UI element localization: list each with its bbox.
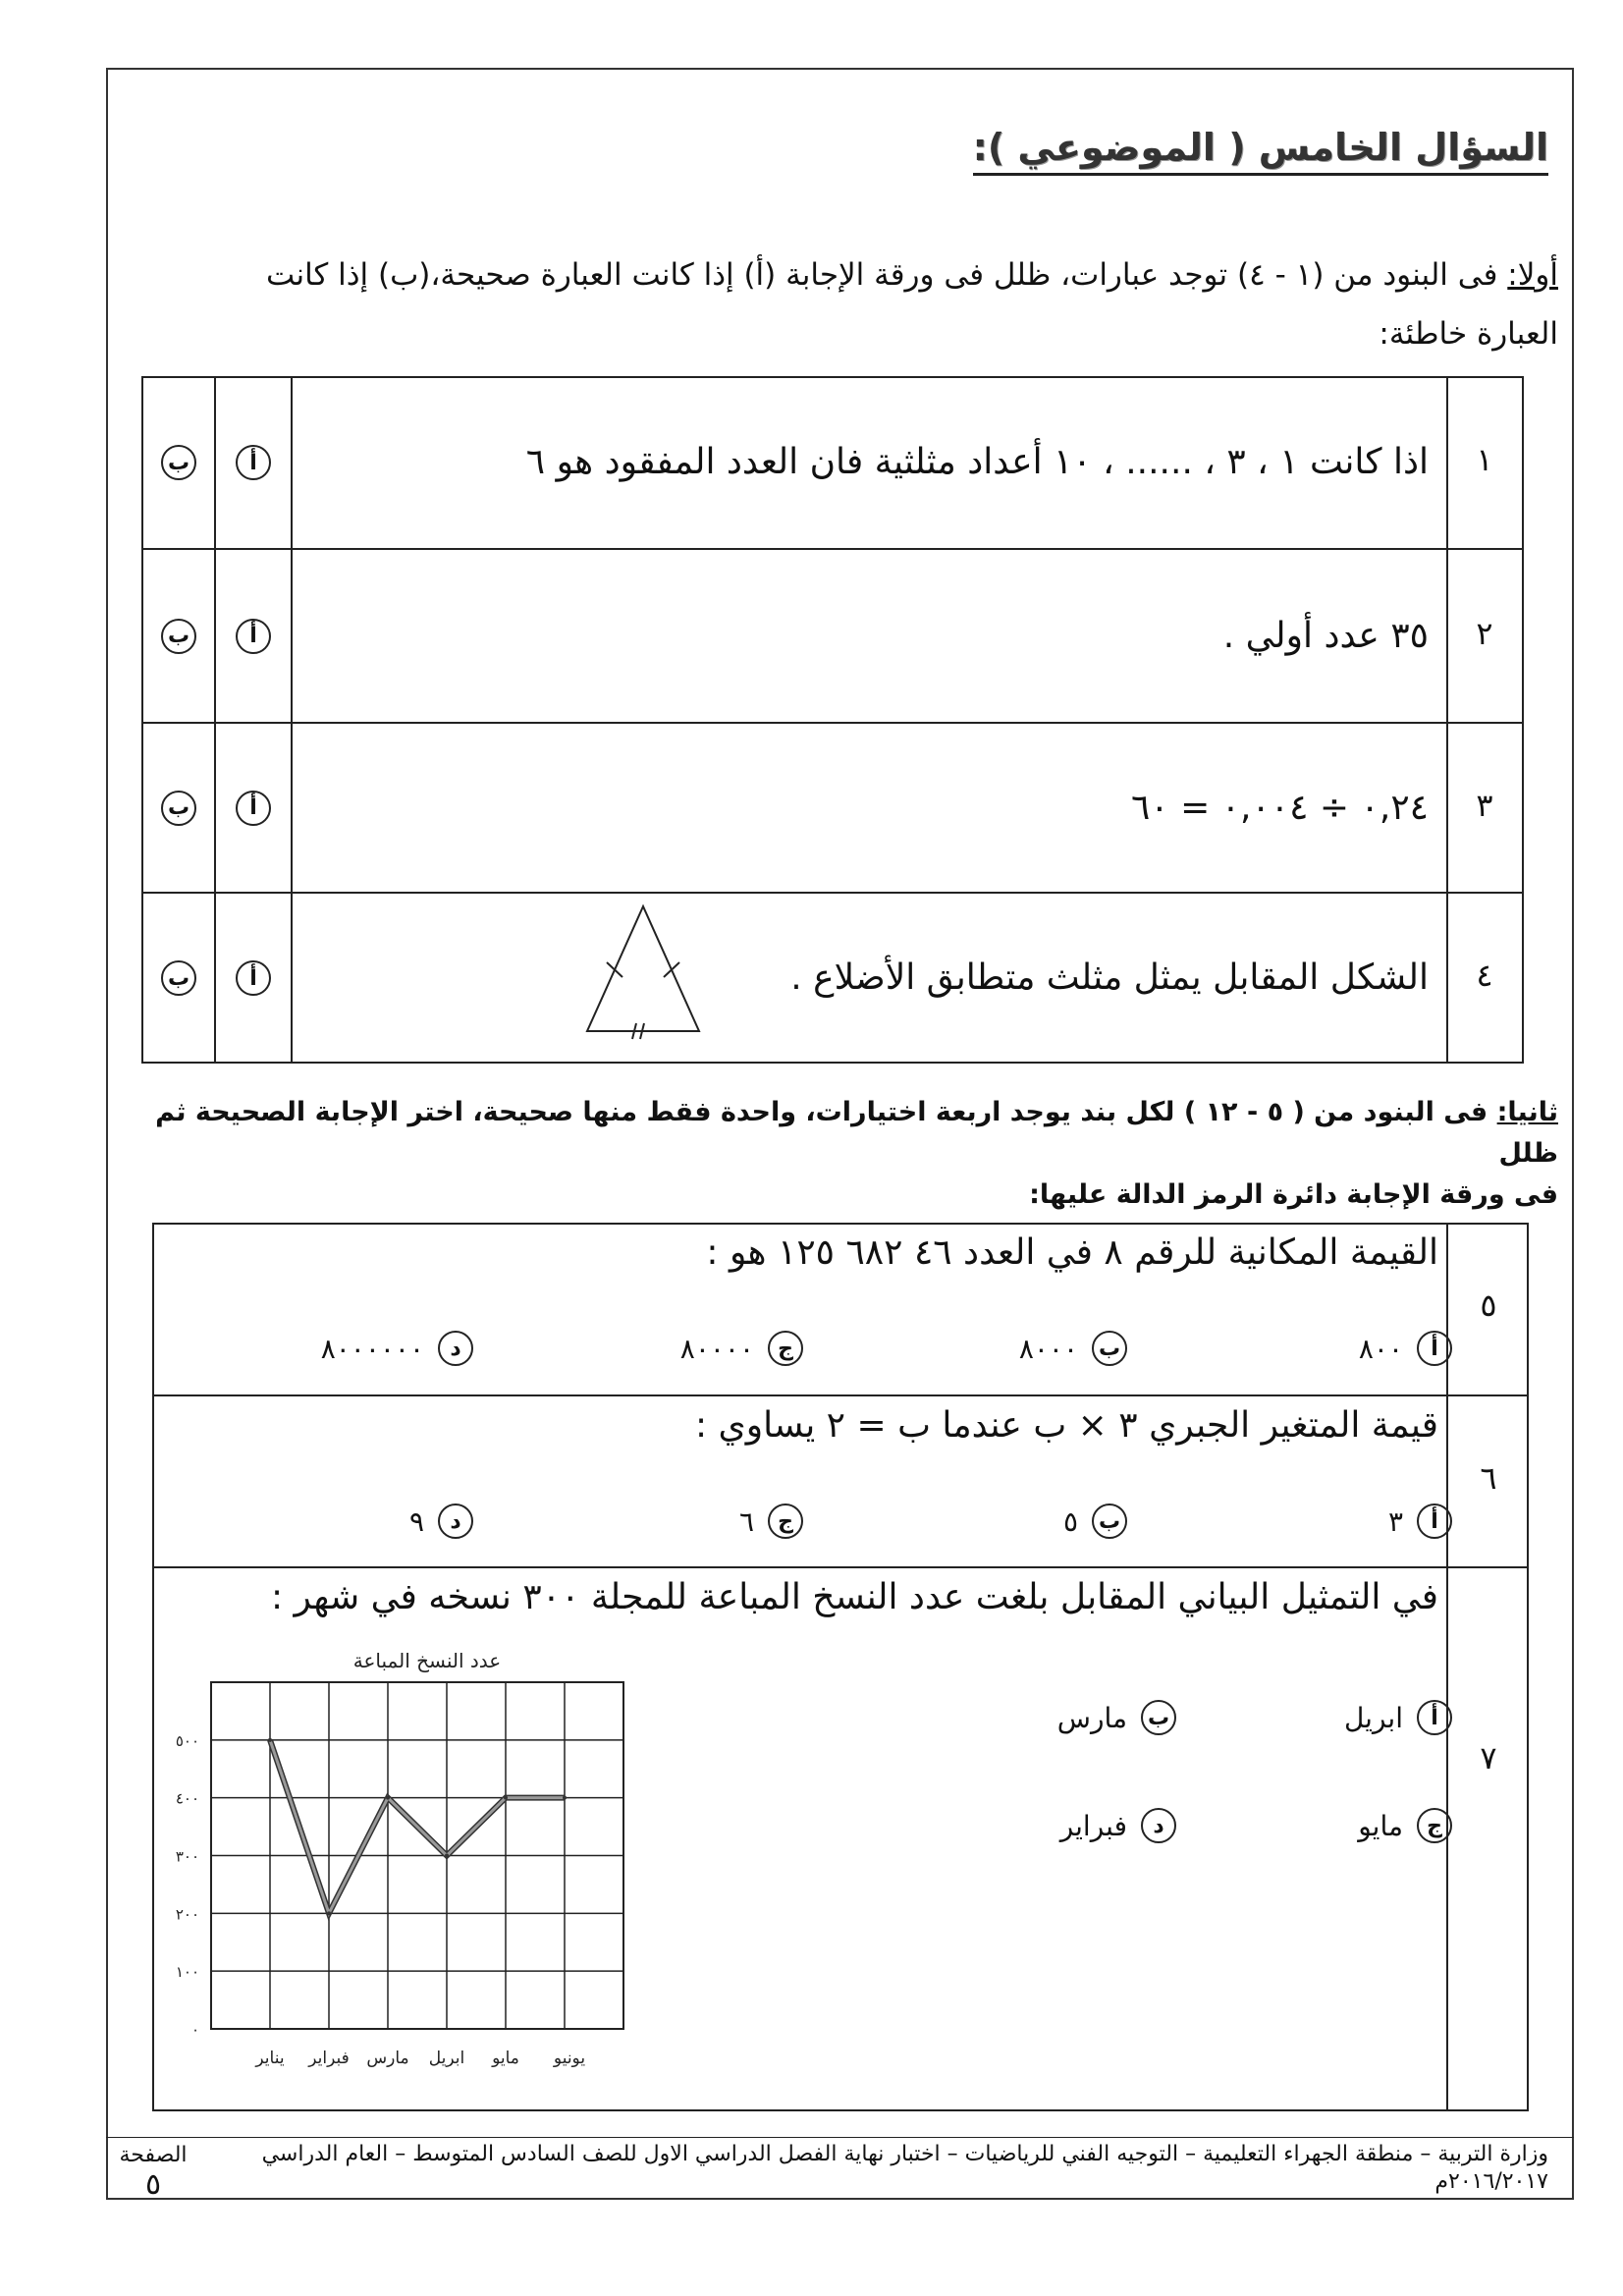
row-divider (152, 1566, 1529, 1568)
answer-option[interactable] (739, 1503, 803, 1539)
y-tick-label: ٥٠٠ (175, 1731, 199, 1750)
answer-option[interactable] (1358, 1808, 1452, 1843)
part2-instructions (105, 1092, 1558, 1216)
option-symbol-circle[interactable]: أ (1417, 1700, 1452, 1735)
option-value: ٨٠٠٠٠٠٠ (320, 1332, 424, 1365)
page-label: الصفحة (119, 2143, 188, 2167)
footer-text: وزارة التربية – منطقة الجهراء التعليمية – التوجيه الفني للرياضيات – اختبار نهاية الفصل الدراسي الاول للصف السادس المتوسط – العام الدراسي ٢٠١٦/٢٠١٧م (261, 2142, 1548, 2194)
item-number: ٧ (1480, 1739, 1497, 1777)
isosceles-triangle-figure (579, 899, 707, 1046)
item-number: ١ (1476, 441, 1493, 478)
x-tick-label: يونيو (553, 2049, 586, 2068)
y-tick-label: ٢٠٠ (175, 1905, 199, 1924)
answer-option[interactable] (1060, 1808, 1176, 1843)
row-divider (141, 548, 1524, 550)
part1-label: أولا: (1507, 257, 1558, 293)
option-value: ٥ (1062, 1504, 1078, 1538)
statement-text: ٠,٢٤ ÷ ٠,٠٠٤ = ٦٠ (1130, 787, 1429, 828)
option-value: ٨٠٠ (1358, 1332, 1403, 1365)
option-value: ابريل (1343, 1701, 1403, 1734)
answer-option[interactable] (1019, 1331, 1127, 1366)
option-symbol-circle[interactable]: ج (1417, 1808, 1452, 1843)
part2-line2: فى ورقة الإجابة دائرة الرمز الدالة عليها: (1029, 1179, 1558, 1210)
answer-option[interactable] (680, 1331, 803, 1366)
answer-option[interactable] (1057, 1700, 1176, 1735)
x-tick-label: مارس (366, 2049, 409, 2068)
data-point (563, 1796, 567, 1800)
y-tick-label: ٣٠٠ (175, 1847, 199, 1866)
page-number: ٥ (144, 2167, 162, 2202)
option-symbol-circle[interactable]: ب (1092, 1331, 1127, 1366)
true-option-circle[interactable]: أ (236, 619, 271, 654)
answer-option[interactable] (409, 1503, 473, 1539)
data-point (327, 1911, 331, 1915)
x-tick-label: يناير (255, 2049, 285, 2068)
y-tick-label: ٠ (190, 2021, 199, 2039)
part1-instructions (105, 246, 1558, 363)
data-point (386, 1796, 390, 1800)
data-point (504, 1796, 508, 1800)
col-divider (214, 376, 216, 1064)
option-symbol-circle[interactable]: أ (1417, 1331, 1452, 1366)
option-value: مارس (1056, 1701, 1127, 1734)
series-line (270, 1740, 565, 1914)
x-tick-label: فبراير (308, 2049, 350, 2068)
footer-divider (106, 2137, 1574, 2138)
statement-text: الشكل المقابل يمثل مثلث متطابق الأضلاع . (790, 957, 1429, 998)
item-number: ٥ (1480, 1286, 1497, 1324)
false-option-circle[interactable]: ب (161, 960, 196, 996)
option-value: ٨٠٠٠ (1018, 1332, 1078, 1365)
chart-title: عدد النسخ المباعة (352, 1649, 502, 1672)
statement-cell (314, 727, 1429, 889)
statement-cell (314, 553, 1429, 719)
option-symbol-circle[interactable]: ج (768, 1331, 803, 1366)
true-option-circle[interactable]: أ (236, 791, 271, 826)
page-number-block (116, 2143, 190, 2202)
statement-cell (314, 897, 1429, 1060)
option-symbol-circle[interactable]: د (1141, 1808, 1176, 1843)
option-symbol-circle[interactable]: ب (1092, 1503, 1127, 1539)
question-title: السؤال الخامس ( الموضوعي ): (973, 126, 1548, 176)
data-point (445, 1854, 449, 1858)
answer-option[interactable] (1063, 1503, 1127, 1539)
item-number: ٢ (1476, 614, 1493, 652)
question-text: قيمة المتغير الجبري ٣ × ب عندما ب = ٢ يساوي : (694, 1405, 1438, 1446)
false-option-circle[interactable]: ب (161, 619, 196, 654)
true-option-circle[interactable]: أ (236, 960, 271, 996)
row-divider (141, 892, 1524, 894)
false-option-circle[interactable]: ب (161, 791, 196, 826)
option-value: ٨٠٠٠٠ (679, 1332, 754, 1365)
statement-cell (314, 380, 1429, 545)
answer-option[interactable] (1388, 1503, 1452, 1539)
option-value: ٦ (738, 1504, 754, 1538)
col-divider (1446, 376, 1448, 1064)
option-symbol-circle[interactable]: د (438, 1503, 473, 1539)
part1-line2: العبارة خاطئة: (1379, 316, 1558, 352)
option-value: فبراير (1059, 1809, 1127, 1842)
answer-option[interactable] (1344, 1700, 1452, 1735)
col-divider (291, 376, 293, 1064)
part1-line1: فى البنود من (١ - ٤) توجد عبارات، ظلل فى ورقة الإجابة (أ) إذا كانت العبارة صحيحة،(ب) إذا كانت (266, 257, 1508, 293)
part2-label: ثانيا: (1496, 1097, 1558, 1127)
false-option-circle[interactable]: ب (161, 445, 196, 480)
row-divider (141, 722, 1524, 724)
true-option-circle[interactable]: أ (236, 445, 271, 480)
sales-line-chart (147, 1630, 658, 2082)
question-text: في التمثيل البياني المقابل بلغت عدد النسخ المباعة للمجلة ٣٠٠ نسخه في شهر : (270, 1577, 1438, 1617)
statement-text: اذا كانت ١ ، ٣ ، ...... ، ١٠ أعداد مثلثية فان العدد المفقود هو ٦ (525, 442, 1429, 482)
y-tick-label: ٤٠٠ (175, 1789, 199, 1808)
question-text: القيمة المكانية للرقم ٨ في العدد ٤٦ ٦٨٢ ١٢٥ هو : (706, 1232, 1438, 1273)
option-value: ٣ (1387, 1504, 1403, 1538)
item-number: ٣ (1476, 786, 1493, 824)
statement-text: ٣٥ عدد أولي . (1222, 615, 1429, 656)
x-tick-label: مايو (492, 2049, 519, 2068)
option-symbol-circle[interactable]: د (438, 1331, 473, 1366)
answer-option[interactable] (1359, 1331, 1452, 1366)
y-tick-label: ١٠٠ (175, 1963, 199, 1982)
answer-option[interactable] (321, 1331, 473, 1366)
option-value: مايو (1358, 1809, 1403, 1842)
data-point (268, 1738, 272, 1742)
x-tick-label: ابريل (428, 2049, 465, 2068)
item-number: ٤ (1476, 957, 1493, 994)
part2-line1: فى البنود من ( ٥ - ١٢ ) لكل بند يوجد اربعة اختيارات، واحدة فقط منها صحيحة، اختر الإجابة الصحيحة ثم ظلل (155, 1097, 1558, 1169)
option-symbol-circle[interactable]: ب (1141, 1700, 1176, 1735)
option-symbol-circle[interactable]: ج (768, 1503, 803, 1539)
item-number: ٦ (1480, 1459, 1497, 1497)
option-value: ٩ (408, 1504, 424, 1538)
row-divider (152, 1394, 1529, 1396)
option-symbol-circle[interactable]: أ (1417, 1503, 1452, 1539)
